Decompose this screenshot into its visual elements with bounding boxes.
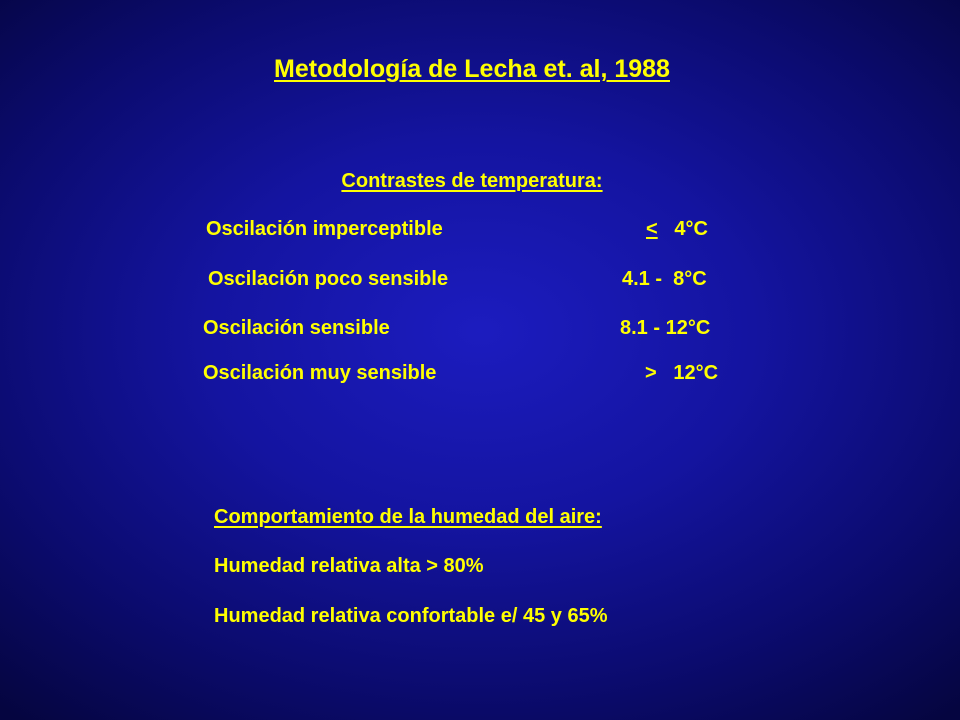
- temperature-row-label: Oscilación sensible: [203, 317, 390, 339]
- temperature-row-value: 4.1 - 8°C: [622, 268, 707, 290]
- temperature-row-value-text: [658, 218, 675, 240]
- temperature-row-value: > 12°C: [645, 362, 719, 384]
- slide-title: Metodología de Lecha et. al, 1988: [274, 55, 670, 83]
- temperature-row-label: Oscilación muy sensible: [203, 362, 437, 384]
- humidity-line: Humedad relativa confortable e/ 45 y 65%: [214, 605, 608, 627]
- temperature-row-value: 8.1 - 12°C: [620, 317, 711, 339]
- temperature-row-label: Oscilación poco sensible: [208, 268, 449, 290]
- less-equal-sign: <: [646, 218, 658, 240]
- humidity-heading: Comportamiento de la humedad del aire:: [214, 506, 602, 528]
- temperature-heading: Contrastes de temperatura:: [341, 170, 603, 192]
- temperature-row-label: Oscilación imperceptible: [206, 218, 443, 240]
- temperature-row-value-number: 4°C: [674, 218, 708, 240]
- temperature-row-value: [646, 218, 708, 241]
- humidity-line: Humedad relativa alta > 80%: [214, 555, 484, 577]
